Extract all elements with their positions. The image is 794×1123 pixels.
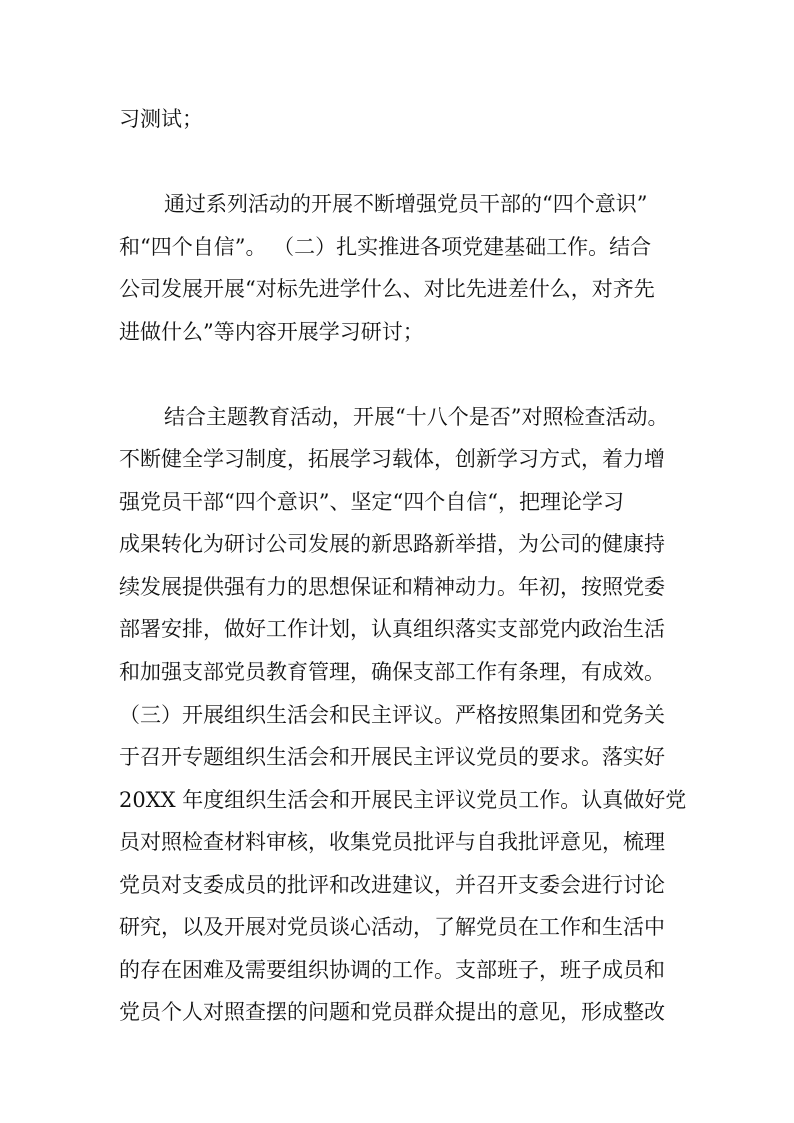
text-line-5: 进做什么”等内容开展学习研讨； bbox=[119, 320, 424, 344]
text-line-17: 党员对支委成员的批评和改进建议，并召开支委会进行讨论 bbox=[119, 873, 665, 897]
text-line-15: 20XX 年度组织生活会和开展民主评议党员工作。认真做好党 bbox=[119, 788, 687, 812]
text-line-19: 的存在困难及需要组织协调的工作。支部班子，班子成员和 bbox=[119, 958, 665, 982]
text-line-14: 于召开专题组织生活会和开展民主评议党员的要求。落实好 bbox=[119, 745, 665, 769]
text-line-3: 和“四个自信”。 （二）扎实推进各项党建基础工作。结合 bbox=[119, 235, 652, 259]
text-line-6: 结合主题教育活动，开展“十八个是否”对照检查活动。 bbox=[164, 405, 669, 429]
text-line-9: 成果转化为研讨公司发展的新思路新举措，为公司的健康持 bbox=[119, 532, 665, 556]
text-line-1: 习测试； bbox=[119, 107, 203, 131]
text-line-18: 研究，以及开展对党员谈心活动，了解党员在工作和生活中 bbox=[119, 915, 665, 939]
text-line-8: 强党员干部“四个意识”、坚定“四个自信“，把理论学习 bbox=[119, 490, 624, 514]
text-line-4: 公司发展开展“对标先进学什么、对比先进差什么，对齐先 bbox=[119, 277, 655, 301]
text-line-16: 员对照检查材料审核，收集党员批评与自我批评意见，梳理 bbox=[119, 830, 665, 854]
text-line-12: 和加强支部党员教育管理，确保支部工作有条理，有成效。 bbox=[119, 660, 665, 684]
text-line-20: 党员个人对照查摆的问题和党员群众提出的意见，形成整改 bbox=[119, 1000, 665, 1024]
text-line-13: （三）开展组织生活会和民主评议。严格按照集团和党务关 bbox=[119, 703, 665, 727]
text-line-10: 续发展提供强有力的思想保证和精神动力。年初，按照党委 bbox=[119, 575, 665, 599]
text-line-11: 部署安排，做好工作计划，认真组织落实支部党内政治生活 bbox=[119, 617, 665, 641]
text-line-7: 不断健全学习制度，拓展学习载体，创新学习方式，着力增 bbox=[119, 447, 665, 471]
text-line-2: 通过系列活动的开展不断增强党员干部的“四个意识” bbox=[164, 192, 648, 216]
